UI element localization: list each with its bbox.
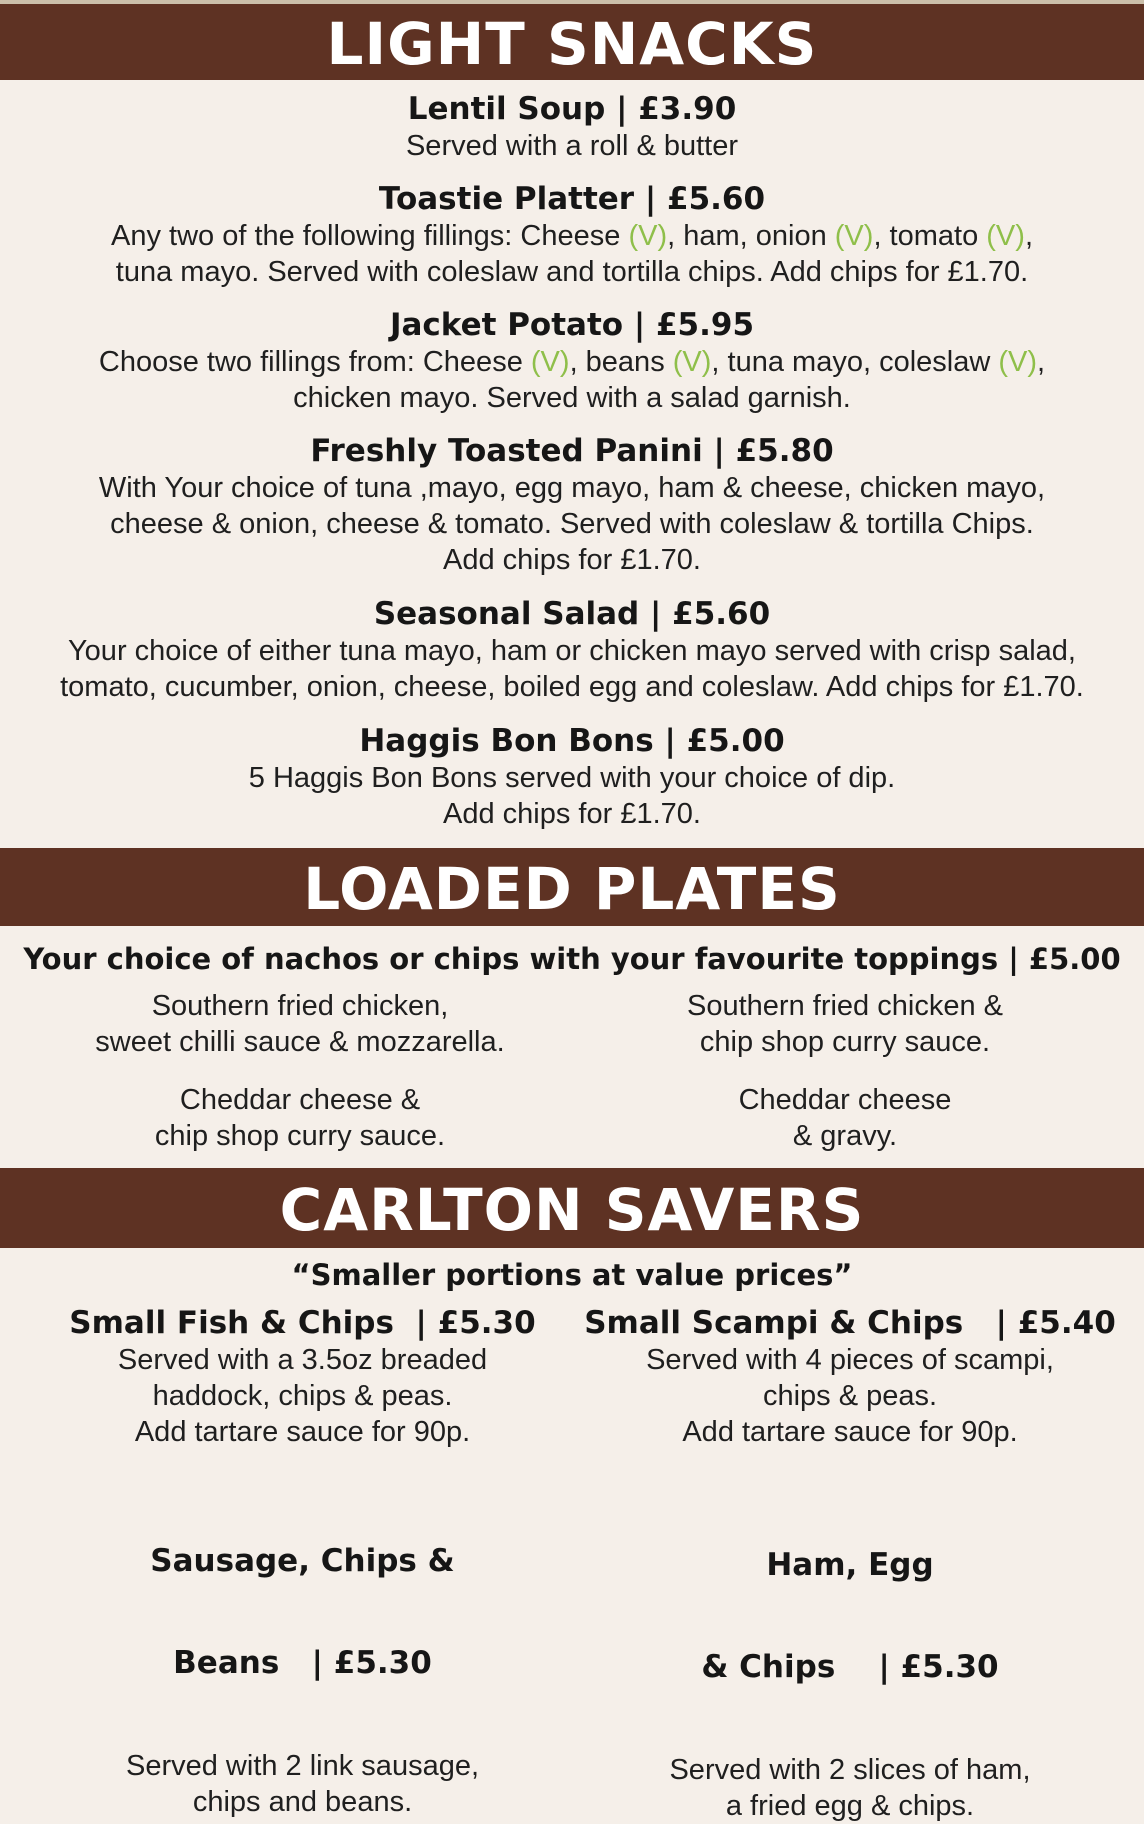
menu-item-jacket-potato <box>40 306 1104 416</box>
vegetarian-marker: (V) <box>986 220 1025 252</box>
loaded-plate-option <box>585 1082 1105 1154</box>
item-description: Served with a roll & butter <box>405 130 739 162</box>
item-title: Lentil Soup | £3.90 <box>407 91 737 127</box>
item-description <box>40 470 1104 578</box>
item-title <box>40 1476 565 1748</box>
item-description <box>40 1342 565 1450</box>
loaded-plate-option <box>40 988 560 1060</box>
saver-item-small-fish-chips <box>40 1304 565 1450</box>
loaded-plate-option <box>40 1082 560 1154</box>
item-description <box>40 633 1104 705</box>
desc-line: Add chips for £1.70. <box>443 798 701 830</box>
menu-item-lentil-soup <box>40 90 1104 164</box>
desc-line: haddock, chips & peas. <box>152 1380 453 1412</box>
option-line: & gravy. <box>792 1120 898 1152</box>
title-line: Sausage, Chips & <box>150 1543 455 1579</box>
carlton-savers-heading <box>0 1168 1144 1248</box>
desc-line: chips and beans. <box>192 1786 413 1818</box>
title-line: & Chips | £5.30 <box>701 1649 999 1685</box>
item-title: Jacket Potato | £5.95 <box>389 307 755 343</box>
desc-text: , <box>1024 220 1033 252</box>
menu-item-haggis-bon-bons <box>40 722 1104 832</box>
item-description <box>570 1752 1130 1824</box>
option-line: chip shop curry sauce. <box>154 1120 446 1152</box>
desc-line: Served with 2 slices of ham, <box>669 1754 1031 1786</box>
option-line: sweet chilli sauce & mozzarella. <box>95 1026 505 1058</box>
loaded-plates-heading-text: LOADED PLATES <box>303 855 841 923</box>
desc-text: Any two of the following fillings: Cheese <box>110 220 629 252</box>
item-title: Freshly Toasted Panini | £5.80 <box>310 433 834 469</box>
vegetarian-marker: (V) <box>834 220 874 252</box>
desc-line: a fried egg & chips. <box>725 1790 975 1822</box>
title-line: Ham, Egg <box>766 1547 934 1583</box>
option-line: Southern fried chicken, <box>151 990 449 1022</box>
desc-text: , beans <box>569 346 673 378</box>
vegetarian-marker: (V) <box>672 346 712 378</box>
menu-item-toastie-platter <box>40 180 1104 290</box>
desc-text: tuna mayo. Served with coleslaw and tortilla chips. Add chips for £1.70. <box>115 256 1029 288</box>
item-title: Small Scampi & Chips | £5.40 <box>584 1305 1116 1341</box>
loaded-plates-intro <box>0 940 1144 978</box>
desc-line: Served with 4 pieces of scampi, <box>646 1344 1054 1376</box>
saver-item-small-scampi-chips <box>570 1304 1130 1450</box>
light-snacks-heading-text: LIGHT SNACKS <box>326 10 818 78</box>
item-title: Seasonal Salad | £5.60 <box>373 596 771 632</box>
menu-item-panini <box>40 432 1104 578</box>
menu-item-seasonal-salad <box>40 595 1104 705</box>
desc-text: chicken mayo. Served with a salad garnish. <box>293 382 851 414</box>
desc-line: With Your choice of tuna ,mayo, egg mayo, ham & cheese, chicken mayo, <box>98 472 1046 504</box>
item-description <box>40 760 1104 832</box>
desc-line: cheese & onion, cheese & tomato. Served with coleslaw & tortilla Chips. <box>110 508 1034 540</box>
desc-line: Add tartare sauce for 90p. <box>682 1416 1018 1448</box>
carlton-savers-tagline <box>40 1258 1104 1292</box>
tagline-text: “Smaller portions at value prices” <box>291 1258 853 1292</box>
desc-text: Choose two fillings from: Cheese <box>98 346 531 378</box>
desc-line: Your choice of either tuna mayo, ham or chicken mayo served with crisp salad, <box>68 635 1076 667</box>
item-description <box>40 344 1104 416</box>
desc-line: Served with a 3.5oz breaded <box>117 1344 488 1376</box>
vegetarian-marker: (V) <box>530 346 570 378</box>
desc-line: chips & peas. <box>762 1380 938 1412</box>
desc-line: Add chips for £1.70. <box>443 544 701 576</box>
item-title: Small Fish & Chips | £5.30 <box>69 1305 536 1341</box>
desc-line: Add tartare sauce for 90p. <box>134 1416 471 1448</box>
desc-text: , tuna mayo, coleslaw <box>711 346 999 378</box>
vegetarian-marker: (V) <box>998 346 1038 378</box>
item-description <box>40 218 1104 290</box>
option-line: Southern fried chicken & <box>687 990 1003 1022</box>
title-line: Beans | £5.30 <box>173 1645 432 1681</box>
loaded-plates-heading <box>0 848 1144 926</box>
option-line: chip shop curry sauce. <box>699 1026 991 1058</box>
desc-line: Served with 2 link sausage, <box>125 1750 480 1782</box>
option-line: Cheddar cheese & <box>179 1084 421 1116</box>
desc-text: , <box>1037 346 1046 378</box>
intro-text: Your choice of nachos or chips with your favourite toppings | £5.00 <box>23 942 1121 976</box>
desc-text: , tomato <box>873 220 987 252</box>
saver-item-ham-egg-chips <box>570 1480 1130 1824</box>
desc-text: , ham, onion <box>667 220 835 252</box>
item-description <box>40 1748 565 1820</box>
light-snacks-heading <box>0 4 1144 80</box>
desc-line: tomato, cucumber, onion, cheese, boiled egg and coleslaw. Add chips for £1.70. <box>60 671 1084 703</box>
item-title: Toastie Platter | £5.60 <box>378 181 766 217</box>
desc-line: 5 Haggis Bon Bons served with your choice of dip. <box>248 762 896 794</box>
loaded-plate-option <box>585 988 1105 1060</box>
item-description <box>570 1342 1130 1450</box>
item-title <box>570 1480 1130 1752</box>
vegetarian-marker: (V) <box>628 220 668 252</box>
item-title: Haggis Bon Bons | £5.00 <box>359 723 785 759</box>
carlton-savers-heading-text: CARLTON SAVERS <box>279 1176 865 1244</box>
option-line: Cheddar cheese <box>738 1084 952 1116</box>
saver-item-sausage-chips-beans <box>40 1476 565 1820</box>
